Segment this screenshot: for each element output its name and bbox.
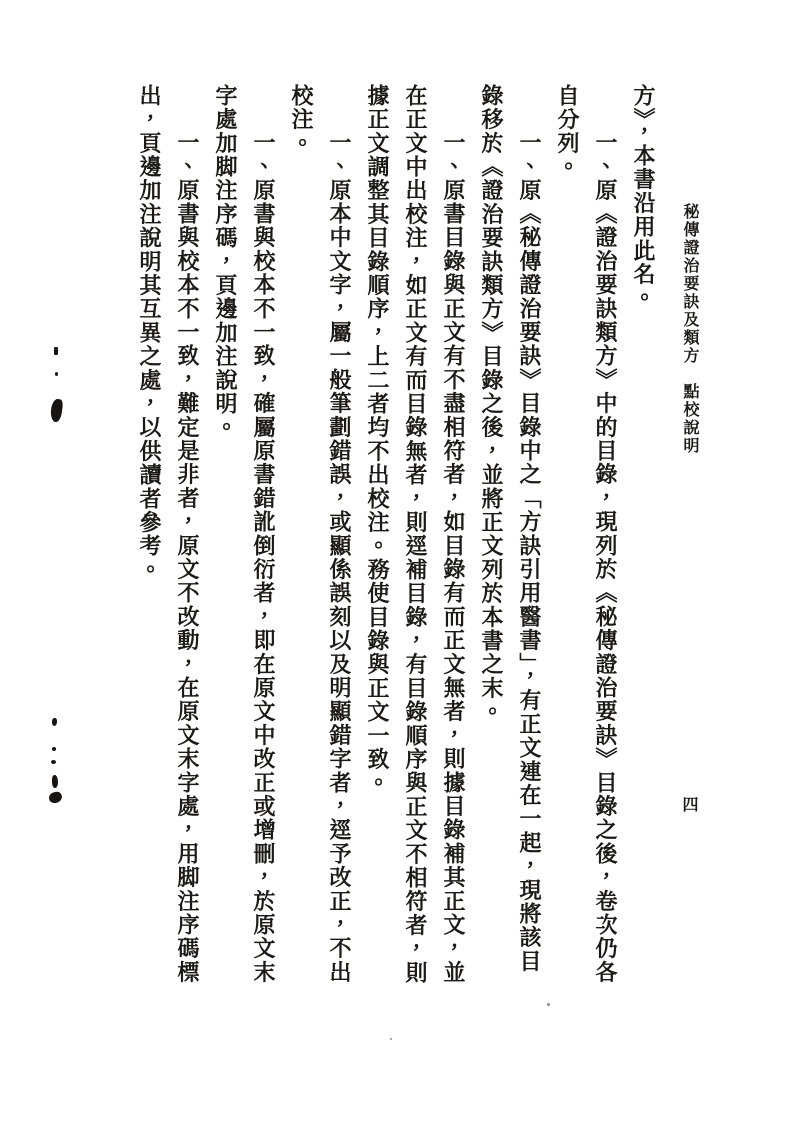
ink-smudge xyxy=(49,398,63,422)
ink-smudge xyxy=(51,760,56,764)
paragraph-item-6: 一、原書與校本不一致，難定是非者，原文不改動，在原文末字處，用脚注序碼標出，頁邊加注說明其互異之處，以供讀者參考。 xyxy=(137,84,200,985)
paragraph-item-4: 一、原本中文字，屬一般筆劃錯誤，或顯係誤刻以及明顯錯字者，逕予改正，不出校注。 xyxy=(289,84,352,985)
running-title: 秘傳證治要訣及類方 點校說明 xyxy=(681,203,698,455)
ink-smudge xyxy=(52,718,57,726)
scan-speck xyxy=(547,1003,550,1006)
ink-smudge xyxy=(55,372,58,376)
ink-smudge xyxy=(54,347,58,355)
body-text xyxy=(96,84,662,986)
paragraph-item-1: 一、原《證治要訣類方》中的目錄，現列於《秘傳證治要訣》目錄之後，卷次仍各自分列。 xyxy=(555,84,618,985)
paragraph-item-2: 一、原《秘傳證治要訣》目錄中之「方訣引用醫書」，有正文連在一起，現將該目錄移於《證治要訣類方》目錄之後，並將正文列於本書之末。 xyxy=(479,84,542,974)
paragraph-item-5: 一、原書與校本不一致，確屬原書錯訛倒衍者，即在原文中改正或增刪，於原文末字處加脚注序碼，頁邊加注說明。 xyxy=(213,84,276,985)
ink-smudge xyxy=(52,775,58,788)
paragraph-continuation: 方》，本書沿用此名。 xyxy=(631,84,656,310)
ink-smudge xyxy=(52,747,56,751)
scan-speck xyxy=(390,1038,392,1040)
paragraph-item-3: 一、原書目錄與正文有不盡相符者，如目錄有而正文無者，則據目錄補其正文，並在正文中出校注，如正文有而目錄無者，則逕補目錄，有目錄順序與正文不相符者，則據正文調整其目錄順序，上二者均不出校注。務使目錄與正文一致。 xyxy=(365,84,466,985)
page-number: 四 xyxy=(680,796,697,814)
ink-smudge xyxy=(48,791,63,804)
